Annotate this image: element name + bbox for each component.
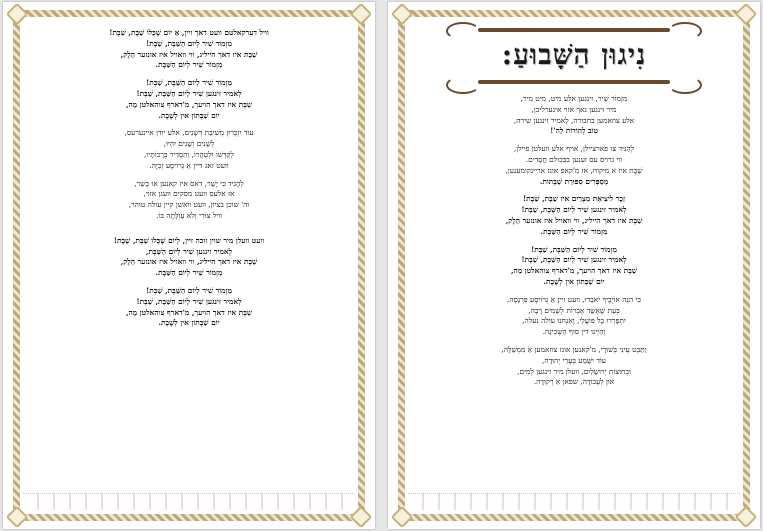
song-line: שַׁבָּת איז א מיקוה, אז מ'קאפ אונז אריינקומענען, — [505, 165, 643, 175]
song-line: יִתְפָּרְדוּ כָּל פּוֹעֲלֵי, וְאַנְחנוּ עולה נעלה, — [522, 316, 626, 326]
stanza-gap — [29, 229, 349, 236]
song-line: מִזְמוֹר שִׁיר לְיוֹם הַשַּׁבָּת, שַׁבָּת! — [145, 285, 232, 295]
song-line: מִזְמוֹר שִׁיר לְיוֹם הַשַּׁבָּת. — [155, 268, 223, 278]
song-line: מִזְמוֹר שִׁיר לְיוֹם הַשַּׁבָּת. — [155, 60, 223, 70]
song-line: וויל דערקאלטם וועט דאך זיין, אַ יוֹם שֶׁכֻּלוֹ שַׁבָּת, שַׁבָּת! — [109, 28, 269, 37]
song-line: וה' שוכן בציון, וועט וואשן קיין עולה טוהר, — [128, 200, 250, 210]
song-line: לְאמיר זינגען שִׁיר לְיוֹם הַשַּׁבָּת, שַׁבָּת! — [136, 296, 242, 306]
song-line: זֵכֶר לִיצִיאַת מִצְרַיִם איז שַׁבָּת, שַׁבָּת! — [522, 194, 626, 204]
song-line: מִזְמוֹר שִׁיר, זינגען אלע מיט, מיט מיר, — [520, 94, 628, 103]
song-line: עוֹד יִשָּׁמַע בְּעָרֵי יְהוּדָה, — [542, 355, 606, 365]
song-line: בְּעֵת שֶׁאֵשֵׁד אֶבְרוֹת לְשֵׁמִים רָבָה, — [528, 305, 620, 315]
stanza-gap — [29, 121, 349, 128]
song-line: אלע צוזאמען בחבורה, לְאמיר זינגען שירה, — [513, 115, 635, 125]
song-line: שַׁבָּת איז דאך הויעך, מ'דארף צוהאלטן מַה, — [510, 266, 638, 276]
song-line: וַתַּבֵּט עֵינִי בְּשׁוּרָי, מ'קאנען אונז צוזאמען אַ מִמְשַׁלָה, — [501, 344, 647, 354]
title-frame — [428, 24, 720, 88]
song-line: שַׁבָּת איז דאך הויעך, מ'דארף צוהאלטן מַה, — [125, 99, 253, 109]
song-line: וְהַיְינוּ דין סוף הַשְּׁכִינָה. — [542, 327, 606, 337]
stanza-gap — [29, 222, 349, 229]
song-line: יוֹם שַׁבָּתוֹן אין לְשֶׁבֶת. — [158, 110, 220, 120]
song-line: וועט זאג דיין אַ גְרוֹיסֶע זְכִיָּה. — [149, 160, 229, 170]
song-line: לְהָגִיד כִּי יָשָׁר, דאס איז קאנען אוּ כָּשֵׁר, — [134, 178, 244, 188]
stanza-gap — [29, 279, 349, 286]
stanza-gap — [29, 172, 349, 179]
song-line: מִזְמוֹר שִׁיר לְיוֹם הַשַּׁבָּת. — [540, 226, 608, 236]
song-line: לְשָׁנִים וְשָׁנִים יִהְיוּ, — [163, 139, 215, 149]
song-line: יוֹם שַׁבָּתוֹן אין לְשֶׁבֶת. — [158, 318, 220, 328]
song-line: לְקַדְּשׁוֹ וּלְטַהֲרוֹ, וְהַסְדִיר בְּרָכוֹתָיו, — [144, 149, 234, 159]
song-line: וויל צוּרִי וְלֹא עַוְלָתָה בּוֹ. — [156, 210, 222, 220]
song-line: לְאמיר זינגען שִׁיר לְיוֹם הַשַּׁבָּת, שַׁבָּת! — [136, 88, 242, 98]
song-line: וּבְחוּצוֹת יְרוּשָׁלַיִם, וועלן מיר זינגען לְמִים, — [517, 366, 631, 376]
song-line: לְאמיר זינגען שִׁיר לְיוֹם הַשַּׁבָּת, שַׁבָּת! — [521, 255, 627, 265]
song-line: כִּי הִנֵּה אוֹיְבֶיךָ יֹאבֵדוּ, וועט זיין אַ גְרוֹיסֶע פַּרְנָסָה, — [506, 294, 642, 304]
song-line: שַׁבָּת איז דאך הייליג, ווי וואויל איז אונזער הֵלֶק, — [505, 215, 643, 225]
song-line: שַׁבָּת איז דאך הויעך, מ'דארף צוהאלטן מַה, — [125, 307, 253, 317]
right-page — [388, 2, 760, 529]
left-page — [3, 2, 375, 529]
song-line: שַׁבָּת איז דאך הייליג, ווי וואויל איז אונזער הֵלֶק, — [120, 49, 258, 59]
song-line: עוד יִזְכְּרוּן מְשִׁיבַת דְּשָׁנִים, אלע יודן איינערעס, — [124, 128, 254, 138]
song-line: יוֹם שַׁבָּתוֹן אין לְשֶׁבֶת. — [543, 276, 605, 286]
song-line: אז אלעס וועט מסקים וועגן אזוי, — [143, 189, 235, 199]
song-line: ווי גרויס עס זענען בבּכולם חֲסָדִים. — [525, 154, 623, 164]
page-title: נִיגוּן הַשָּׁבוּעַ: — [501, 38, 647, 71]
stanza-gap — [29, 71, 349, 78]
title-bar-top — [478, 28, 670, 32]
song-line: שַׁבָּת איז דאך הייליג, ווי וואויל איז אונזער הֵלֶק, — [120, 257, 258, 267]
stanza-gap — [414, 137, 734, 144]
song-line: אוּן לְעַבוֹדָה, שפאן אַ רְקוּדָה. — [533, 377, 615, 387]
song-line: מִזְמוֹר שִׁיר לְיוֹם הַשַּׁבָּת, שַׁבָּת! — [145, 78, 232, 88]
title-bar-bottom — [478, 80, 670, 84]
swirl-icon — [446, 76, 480, 94]
song-line: טוֹב לְהוֹדוֹת לַה'! — [550, 126, 598, 136]
stanza-gap — [414, 238, 734, 245]
song-line: וועט וועלן מיר שוין זוכה זיין, לְיוֹם שֶׁכֻּלוֹ שַׁבָּת, שַׁבָּת! — [113, 235, 265, 245]
song-line: לְאמיר זינגען שִׁיר לְיוֹם הַשַּׁבָּת, — [145, 246, 233, 256]
song-line: לְאמיר זינגען שִׁיר לְיוֹם הַשַּׁבָּת, שַׁבָּת! — [521, 205, 627, 215]
swirl-icon — [668, 76, 702, 94]
left-song-text — [29, 28, 349, 487]
song-line: לְהַגִּיד צו פארציילן, אויף אלע וועלטן פיילן, — [513, 144, 635, 154]
stanza-gap — [414, 288, 734, 295]
song-line: מְסַפְּרִים סִפּוּרַת שַׁבָּתוֹת. — [539, 176, 609, 186]
song-line: מִזְמוֹר שִׁיר לְיוֹם הַשַּׁבָּת, שַׁבָּת! — [530, 244, 617, 254]
song-line: מִזְמוֹר שִׁיר לְיוֹם הַשַּׁבָּת, שַׁבָּת! — [145, 38, 232, 48]
footer-ornament — [23, 493, 355, 510]
song-line: מיר זינגען נאך אזוי אינערליכן, — [531, 104, 617, 114]
footer-ornament — [408, 493, 740, 510]
right-song-text — [414, 94, 734, 487]
stanza-gap — [414, 338, 734, 345]
stanza-gap — [414, 187, 734, 194]
